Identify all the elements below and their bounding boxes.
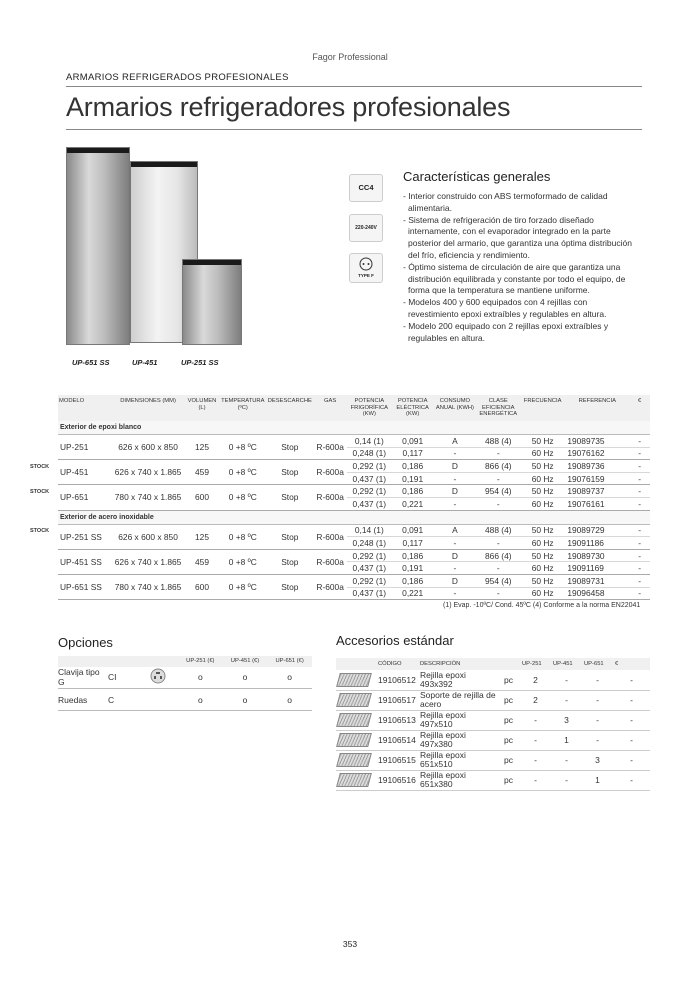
column-header: CONSUMO ANUAL (KWH) [433,395,476,421]
option-code: C [108,689,138,711]
cell: - [520,750,551,770]
column-header: € [613,658,650,670]
plug-type: TYPE F [358,273,374,278]
table-row [58,524,650,537]
cell-def: Stop [266,524,314,549]
cell: 19089729 [565,524,629,537]
rack-icon [336,690,376,710]
cell: - [613,750,650,770]
cell: 50 Hz [520,460,565,473]
cell: - [629,549,650,562]
column-header: UP-251 (€) [178,656,223,667]
cell-model: UP-251 [58,435,112,460]
cabinet-up651ss [66,147,130,345]
cell-def: Stop [266,549,314,574]
cell: - [629,562,650,575]
cell: - [520,730,551,750]
cell: 0,14 (1) [347,524,392,537]
cell: D [433,460,476,473]
cell: 50 Hz [520,485,565,498]
cell: 50 Hz [520,574,565,587]
cell: 0,221 [392,587,433,600]
cell: 50 Hz [520,549,565,562]
cell: 50 Hz [520,435,565,448]
cell-def: Stop [266,460,314,485]
cell: 19089731 [565,574,629,587]
cell: 60 Hz [520,447,565,460]
footnotes: (1) Evap. -10ºC/ Cond. 45ºC (4) Conforme a la norma EN22041 [443,602,641,609]
cell-model: UP-451 [58,460,112,485]
column-header: MODELO [58,395,112,421]
cell: 19076159 [565,472,629,485]
cell: 3 [551,710,582,730]
cell: 0,091 [392,524,433,537]
cell-dim: 626 x 740 x 1.865 [112,549,185,574]
cell: 0,221 [392,497,433,510]
cell: 0,437 (1) [347,497,392,510]
divider [66,129,642,130]
column-header [336,658,376,670]
cell-dim: 626 x 740 x 1.865 [112,460,185,485]
cell: - [477,562,520,575]
cell: 954 (4) [477,485,520,498]
column-header [502,658,520,670]
cell: - [629,574,650,587]
cell-vol: 600 [184,485,219,510]
cell: - [582,730,613,750]
cell: 19106517 [376,690,418,710]
column-header: UP-651 [582,658,613,670]
cell: 0,437 (1) [347,562,392,575]
cell: Rejilla epoxi 497x510 [418,710,502,730]
rack-icon [336,710,376,730]
cell: Rejilla epoxi 651x380 [418,770,502,790]
cell: 0,091 [392,435,433,448]
cell-vol: 600 [184,574,219,599]
cell: 0,191 [392,562,433,575]
cell: 19089730 [565,549,629,562]
cell: 0,437 (1) [347,587,392,600]
table-row [58,574,650,587]
cell: pc [502,670,520,690]
cell: 19089735 [565,435,629,448]
column-header: CLASE EFICIENCIA ENERGÉTICA [477,395,520,421]
cell: 19091169 [565,562,629,575]
cell: 60 Hz [520,562,565,575]
cell: - [520,770,551,790]
cell: - [477,537,520,550]
cell: 0,292 (1) [347,460,392,473]
cell-dim: 626 x 600 x 850 [112,435,185,460]
cell-dim: 780 x 740 x 1.865 [112,574,185,599]
cell: - [582,690,613,710]
cell: - [613,690,650,710]
cell: - [613,670,650,690]
table-row [336,670,650,690]
cell-gas: R-600a [314,549,347,574]
cell: pc [502,710,520,730]
cell: 1 [582,770,613,790]
cell: 866 (4) [477,460,520,473]
product-label: UP-251 SS [181,358,219,367]
voltage-badge: 220-240V [349,214,383,242]
cell: 0,186 [392,549,433,562]
cell: o [267,689,312,711]
cell: 0,437 (1) [347,472,392,485]
accessories-table [336,658,650,791]
cell: o [223,689,268,711]
cell: o [178,667,223,689]
option-name: Ruedas [58,689,108,711]
cell-gas: R-600a [314,485,347,510]
cell: o [267,667,312,689]
table-row [58,485,650,498]
cell-gas: R-600a [314,524,347,549]
cell: - [629,587,650,600]
column-header: TEMPERATURA (ºC) [220,395,266,421]
group-row [58,510,650,524]
cell: 60 Hz [520,587,565,600]
cell: - [629,460,650,473]
plug-icon [359,257,373,271]
list-item: - Interior construido con ABS termoformado de calidad alimentaria. [403,191,608,213]
cell: - [629,524,650,537]
column-header [138,656,178,667]
cell-model: UP-651 SS [58,574,112,599]
cell-temp: 0 +8 ºC [220,435,266,460]
column-header: POTENCIA FRIGORÍFICA (KW) [347,395,392,421]
cell: 954 (4) [477,574,520,587]
cell-def: Stop [266,485,314,510]
option-code: CI [108,667,138,689]
cell: 0,186 [392,460,433,473]
cell-model: UP-451 SS [58,549,112,574]
cell [138,689,178,711]
cell-vol: 459 [184,460,219,485]
column-header: VOLUMEN (L) [184,395,219,421]
cell: 0,14 (1) [347,435,392,448]
cell: 0,292 (1) [347,549,392,562]
column-header: UP-451 (€) [223,656,268,667]
cell: 19076161 [565,497,629,510]
column-header: DESESCARCHE [266,395,314,421]
column-header: CÓDIGO [376,658,418,670]
divider [66,86,642,87]
cell: 60 Hz [520,497,565,510]
column-header: UP-251 [520,658,551,670]
cell: 19106516 [376,770,418,790]
group-label: Exterior de acero inoxidable [58,510,650,524]
cell-gas: R-600a [314,435,347,460]
table-row [336,750,650,770]
cell: pc [502,730,520,750]
table-row [336,690,650,710]
table-row [58,435,650,448]
cell-temp: 0 +8 ºC [220,549,266,574]
stock-badge: STOCK [30,464,50,470]
table-row [336,770,650,790]
cell: pc [502,690,520,710]
cell: 50 Hz [520,524,565,537]
table-row [336,710,650,730]
column-header: € [629,395,650,421]
cell: 0,186 [392,485,433,498]
group-row [58,421,650,435]
cabinet-up251ss [182,259,242,345]
cell-temp: 0 +8 ºC [220,524,266,549]
options-table [58,656,312,711]
section-tag: ARMARIOS REFRIGERADOS PROFESIONALES [66,72,289,83]
rack-icon [336,730,376,750]
options-title: Opciones [58,635,113,650]
cell-def: Stop [266,435,314,460]
cell-vol: 459 [184,549,219,574]
cell: 0,117 [392,447,433,460]
cell: 19096458 [565,587,629,600]
cell-temp: 0 +8 ºC [220,460,266,485]
cell: - [477,472,520,485]
column-header: UP-651 (€) [267,656,312,667]
plug-badge [349,253,383,283]
column-header: UP-451 [551,658,582,670]
cell: 2 [520,670,551,690]
cell: o [223,667,268,689]
product-label: UP-651 SS [72,358,110,367]
product-label: UP-451 [132,358,158,367]
cell: o [178,689,223,711]
cell: Rejilla epoxi 497x380 [418,730,502,750]
cell: - [433,587,476,600]
cell: - [551,770,582,790]
cell: Soporte de rejilla de acero [418,690,502,710]
cell: 0,248 (1) [347,537,392,550]
product-image [60,144,240,354]
table-row [58,549,650,562]
rack-icon [336,750,376,770]
column-header [58,656,108,667]
column-header: REFERENCIA [565,395,629,421]
cell: 60 Hz [520,472,565,485]
cell: 19106515 [376,750,418,770]
cell: - [551,750,582,770]
cell: D [433,549,476,562]
cell-dim: 626 x 600 x 850 [112,524,185,549]
cell: 0,117 [392,537,433,550]
cell: - [613,710,650,730]
cell: - [433,447,476,460]
accessories-title: Accesorios estándar [336,633,454,648]
page-number: 353 [342,939,358,949]
cell: 2 [520,690,551,710]
cell: D [433,574,476,587]
rack-icon [336,670,376,690]
cell: A [433,524,476,537]
cell: D [433,485,476,498]
cell-model: UP-651 [58,485,112,510]
cell: 0,292 (1) [347,485,392,498]
plug-g-icon [138,667,178,689]
cell: - [629,447,650,460]
column-header: FRECUENCIA [520,395,565,421]
list-item: - Sistema de refrigeración de tiro forzado diseñado internamente, con el evaporador integrado en la parte posterior del armario, que garantiza una óptima distribución del frío, eficiencia y rendimiento. [403,214,632,260]
cell: - [477,497,520,510]
cell: 866 (4) [477,549,520,562]
cell: Rejilla epoxi 493x392 [418,670,502,690]
cell: 0,191 [392,472,433,485]
cell: A [433,435,476,448]
cell: - [629,472,650,485]
cell: - [477,587,520,600]
group-label: Exterior de epoxi blanco [58,421,650,435]
cell-temp: 0 +8 ºC [220,574,266,599]
column-header: POTENCIA ELÉCTRICA (KW) [392,395,433,421]
table-row [58,667,312,689]
cell: - [433,497,476,510]
cell: 0,292 (1) [347,574,392,587]
cell: 3 [582,750,613,770]
cell-gas: R-600a [314,574,347,599]
cell: pc [502,750,520,770]
cell: 488 (4) [477,435,520,448]
column-header: GAS [314,395,347,421]
cell-vol: 125 [184,435,219,460]
list-item: - Modelos 400 y 600 equipados con 4 rejillas con revestimiento epoxi extraíbles y regulables en altura. [403,297,607,319]
stock-badge: STOCK [30,528,50,534]
cell: - [551,690,582,710]
cell: - [433,537,476,550]
cc4-badge: CC4 [349,174,383,202]
table-row [58,689,312,711]
cell: Rejilla epoxi 651x510 [418,750,502,770]
cell: 19089737 [565,485,629,498]
brand-header: Fagor Professional [312,52,388,62]
page-title: Armarios refrigeradores profesionales [66,92,511,122]
cell: - [433,562,476,575]
cell: 0,248 (1) [347,447,392,460]
cell: - [629,497,650,510]
cell: 19106513 [376,710,418,730]
cell: - [582,670,613,690]
table-row [58,460,650,473]
cell-vol: 125 [184,524,219,549]
characteristics-list [403,191,635,344]
cell: - [433,472,476,485]
cell: 19091186 [565,537,629,550]
table-row [336,730,650,750]
option-name: Clavija tipo G [58,667,108,689]
list-item: - Óptimo sistema de circulación de aire que garantiza una distribución equilibrada y constante por todo el equipo, de forma que la temperatura se mantiene uniforme. [403,261,626,296]
cell-dim: 780 x 740 x 1.865 [112,485,185,510]
cell: 60 Hz [520,537,565,550]
specs-table [58,395,650,600]
column-header: DIMENSIONES (MM) [112,395,185,421]
cell: - [477,447,520,460]
characteristics-title: Características generales [403,169,551,184]
cell: - [582,710,613,730]
cell: 19106514 [376,730,418,750]
cell: - [613,730,650,750]
cell: - [520,710,551,730]
cell: pc [502,770,520,790]
rack-icon [336,770,376,790]
cell: - [629,485,650,498]
column-header [108,656,138,667]
cell-model: UP-251 SS [58,524,112,549]
column-header: DESCRIPCIÓN [418,658,502,670]
stock-badge: STOCK [30,489,50,495]
cell-temp: 0 +8 ºC [220,485,266,510]
cell: - [613,770,650,790]
cell-def: Stop [266,574,314,599]
cell: 0,186 [392,574,433,587]
cell: 488 (4) [477,524,520,537]
cell: - [551,670,582,690]
cell: 19076162 [565,447,629,460]
cell: 19089736 [565,460,629,473]
cell: 1 [551,730,582,750]
list-item: - Modelo 200 equipado con 2 rejillas epoxi extraíbles y regulables en altura. [403,320,609,343]
cell: - [629,537,650,550]
cell: 19106512 [376,670,418,690]
cell-gas: R-600a [314,460,347,485]
cell: - [629,435,650,448]
